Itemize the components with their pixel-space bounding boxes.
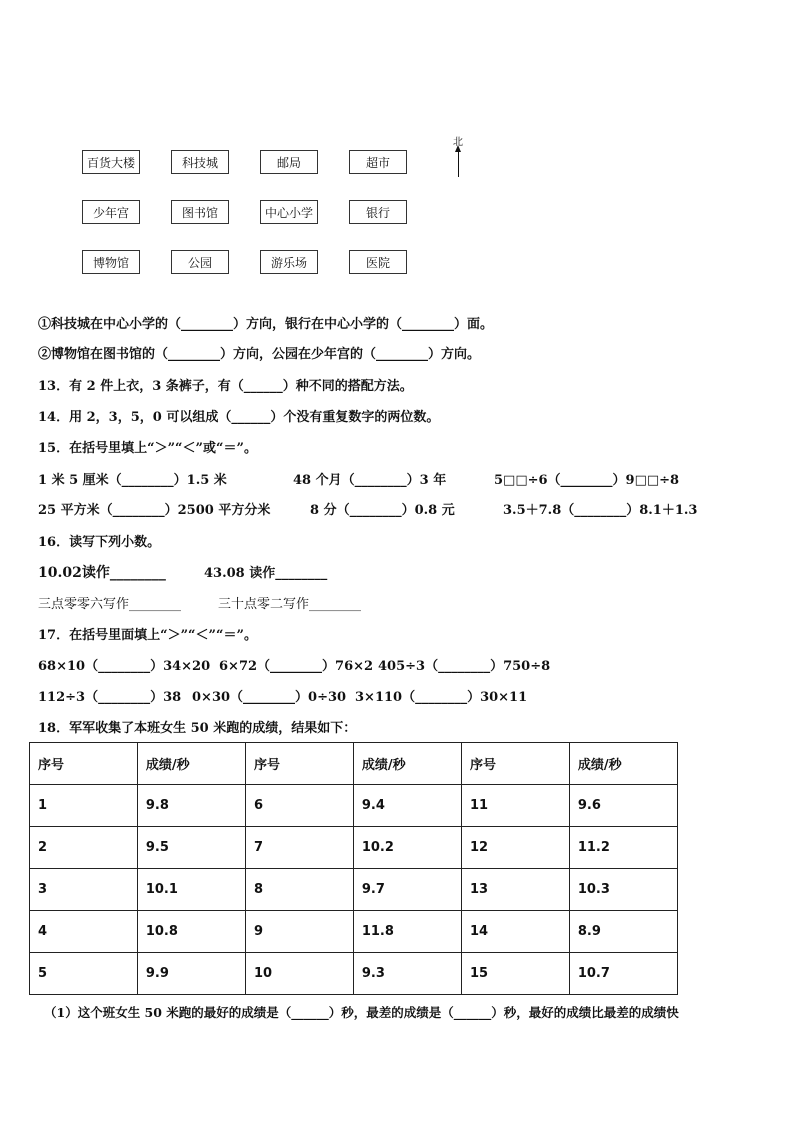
map-box: 百货大楼 — [82, 150, 140, 174]
q16-row1-b: 43.08 读作________ — [204, 566, 328, 581]
q16-row2-b: 三十点零二写作________ — [218, 597, 362, 612]
q17-row2-a: 112÷3（________）38 — [38, 690, 182, 705]
map-box: 游乐场 — [260, 250, 318, 274]
map-box: 邮局 — [260, 150, 318, 174]
table-header-cell: 成绩/秒 — [569, 743, 677, 785]
q17-row2-c: 3×110（________）30×11 — [355, 690, 528, 705]
table-cell: 4 — [30, 911, 138, 953]
map-box: 银行 — [349, 200, 407, 224]
table-header-row — [30, 743, 678, 785]
map-box: 中心小学 — [260, 200, 318, 224]
q12-line1: ①科技城在中心小学的（________）方向，银行在中心小学的（________）面。 — [38, 317, 494, 332]
grades-table — [29, 742, 678, 995]
table-cell: 9.3 — [353, 953, 461, 995]
q13: 13．有 2 件上衣，3 条裤子，有（______）种不同的搭配方法。 — [38, 379, 413, 394]
table-cell: 11.2 — [569, 827, 677, 869]
q16-title: 16．读写下列小数。 — [38, 535, 161, 550]
table-cell: 13 — [461, 869, 569, 911]
table-cell: 9.5 — [137, 827, 245, 869]
table-cell: 12 — [461, 827, 569, 869]
q15-row2-a: 25 平方米（________）2500 平方分米 — [38, 503, 271, 518]
table-cell: 9.4 — [353, 785, 461, 827]
map-box: 少年宫 — [82, 200, 140, 224]
table-cell: 15 — [461, 953, 569, 995]
map-box: 博物馆 — [82, 250, 140, 274]
table-cell: 10 — [245, 953, 353, 995]
table-cell: 9.7 — [353, 869, 461, 911]
table-cell: 2 — [30, 827, 138, 869]
q15-row1-a: 1 米 5 厘米（________）1.5 米 — [38, 473, 227, 488]
table-row — [30, 953, 678, 995]
table-cell: 8.9 — [569, 911, 677, 953]
table-cell: 3 — [30, 869, 138, 911]
north-arrow-shaft — [458, 149, 459, 177]
table-cell: 1 — [30, 785, 138, 827]
q16-row2-a: 三点零零六写作________ — [38, 597, 182, 612]
q18-title: 18．军军收集了本班女生 50 米跑的成绩，结果如下： — [38, 721, 357, 736]
table-header-cell: 序号 — [30, 743, 138, 785]
table-cell: 10.8 — [137, 911, 245, 953]
table-cell: 10.2 — [353, 827, 461, 869]
table-cell: 8 — [245, 869, 353, 911]
q15-row1-b: 48 个月（________）3 年 — [293, 473, 447, 488]
q16-row1-a: 10.02读作________ — [38, 565, 166, 581]
q12-line2: ②博物馆在图书馆的（________）方向，公园在少年宫的（________）方向。 — [38, 347, 481, 362]
q15-row1-c: 5□□÷6（________）9□□÷8 — [494, 473, 680, 488]
table-cell: 10.1 — [137, 869, 245, 911]
q15-row2-c: 3.5＋7.8（________）8.1＋1.3 — [503, 503, 698, 518]
north-label: 北 — [453, 137, 463, 148]
map-box: 医院 — [349, 250, 407, 274]
table-cell: 10.7 — [569, 953, 677, 995]
table-cell: 5 — [30, 953, 138, 995]
table-row — [30, 869, 678, 911]
table-cell: 6 — [245, 785, 353, 827]
map-box: 超市 — [349, 150, 407, 174]
q14: 14．用 2，3，5，0 可以组成（______）个没有重复数字的两位数。 — [38, 410, 440, 425]
table-cell: 9 — [245, 911, 353, 953]
q17-row1-c: 405÷3（________）750÷8 — [378, 659, 551, 674]
table-header-cell: 序号 — [461, 743, 569, 785]
q17-row1-b: 6×72（________）76×2 — [219, 659, 374, 674]
table-cell: 9.6 — [569, 785, 677, 827]
table-header-cell: 成绩/秒 — [353, 743, 461, 785]
q15-row2-b: 8 分（________）0.8 元 — [310, 503, 455, 518]
table-cell: 9.8 — [137, 785, 245, 827]
table-cell: 9.9 — [137, 953, 245, 995]
table-cell: 7 — [245, 827, 353, 869]
q15-title: 15．在括号里填上“＞”“＜”或“＝”。 — [38, 441, 257, 456]
q17-row1-a: 68×10（________）34×20 — [38, 659, 211, 674]
table-header-cell: 序号 — [245, 743, 353, 785]
q17-title: 17．在括号里面填上“＞”“＜”“＝”。 — [38, 628, 257, 643]
table-row — [30, 785, 678, 827]
table-row — [30, 911, 678, 953]
map-box: 科技城 — [171, 150, 229, 174]
map-box: 公园 — [171, 250, 229, 274]
table-row — [30, 827, 678, 869]
q17-row2-b: 0×30（________）0÷30 — [192, 690, 347, 705]
table-cell: 10.3 — [569, 869, 677, 911]
table-cell: 14 — [461, 911, 569, 953]
q18-sub1: （1）这个班女生 50 米跑的最好的成绩是（______）秒，最差的成绩是（______）秒，最好的成绩比最差的成绩快 — [44, 1005, 679, 1020]
table-cell: 11 — [461, 785, 569, 827]
table-header-cell: 成绩/秒 — [137, 743, 245, 785]
table-cell: 11.8 — [353, 911, 461, 953]
map-box: 图书馆 — [171, 200, 229, 224]
